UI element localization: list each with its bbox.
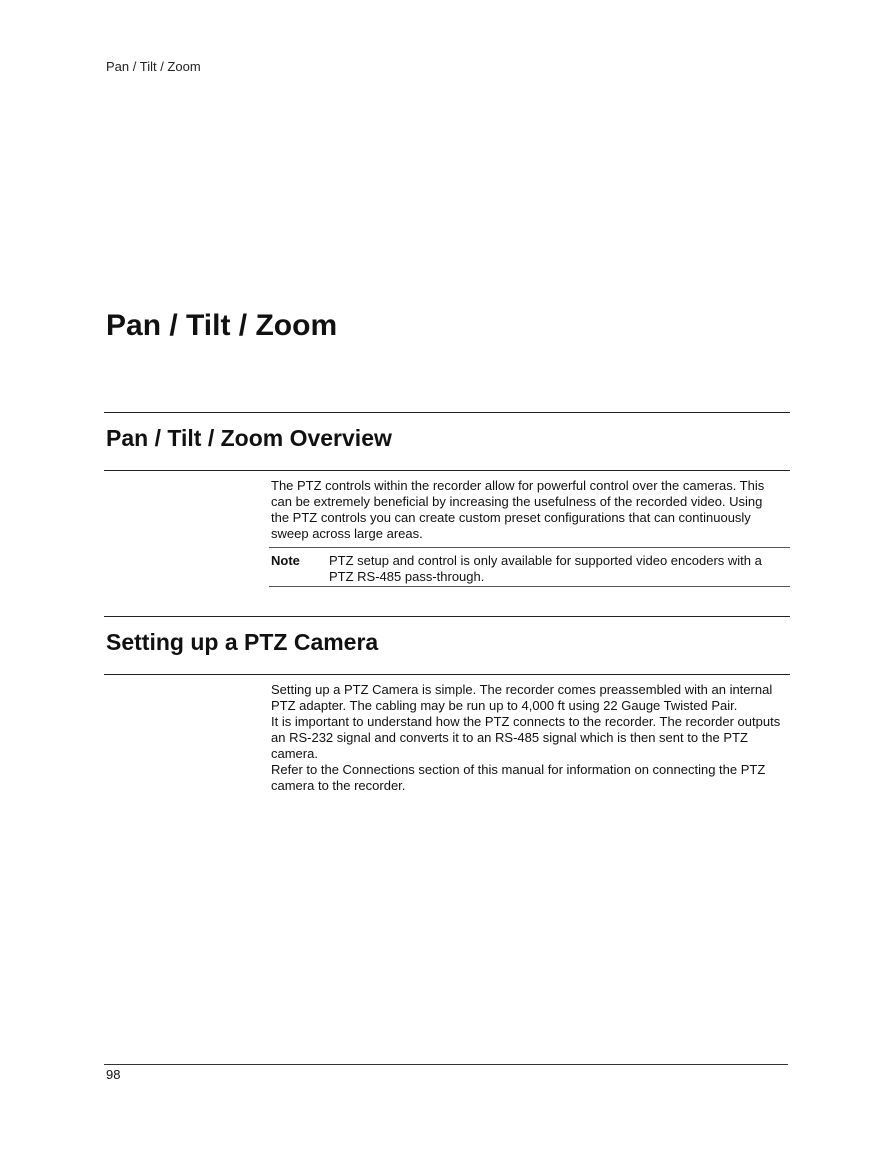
- section-divider-bottom: [104, 470, 790, 471]
- running-header: Pan / Tilt / Zoom: [106, 59, 201, 74]
- note-box: [269, 547, 790, 587]
- paragraph: It is important to understand how the PTZ connects to the recorder. The recorder outputs an RS-232 signal and converts it to an RS-485 signal which is then sent to the PTZ camera.: [271, 714, 781, 761]
- section-title-overview: Pan / Tilt / Zoom Overview: [106, 425, 392, 451]
- section-title-setup: Setting up a PTZ Camera: [106, 629, 379, 655]
- section-divider-bottom: [104, 674, 790, 675]
- paragraph: Setting up a PTZ Camera is simple. The recorder comes preassembled with an internal PTZ adapter. The cabling may be run up to 4,000 ft using 22 Gauge Twisted Pair.: [271, 682, 773, 713]
- setup-body: [271, 682, 783, 794]
- overview-body: [271, 478, 783, 542]
- paragraph: Refer to the Connections section of this manual for information on connecting the PTZ camera to the recorder.: [271, 762, 766, 793]
- footer-rule: [104, 1064, 788, 1065]
- chapter-title: Pan / Tilt / Zoom: [106, 309, 338, 342]
- section-divider-top: [104, 412, 790, 413]
- paragraph: The PTZ controls within the recorder allow for powerful control over the cameras. This can be extremely beneficial by increasing the usefulness of the recorded video. Using the PTZ controls you can create custom preset configurations that can continuously sweep across large areas.: [271, 478, 765, 541]
- note-text: PTZ setup and control is only available for supported video encoders with a PTZ RS-485 pass-through.: [329, 553, 762, 584]
- section-divider-top: [104, 616, 790, 617]
- note-label: Note: [271, 553, 300, 568]
- page-number: 98: [106, 1067, 121, 1082]
